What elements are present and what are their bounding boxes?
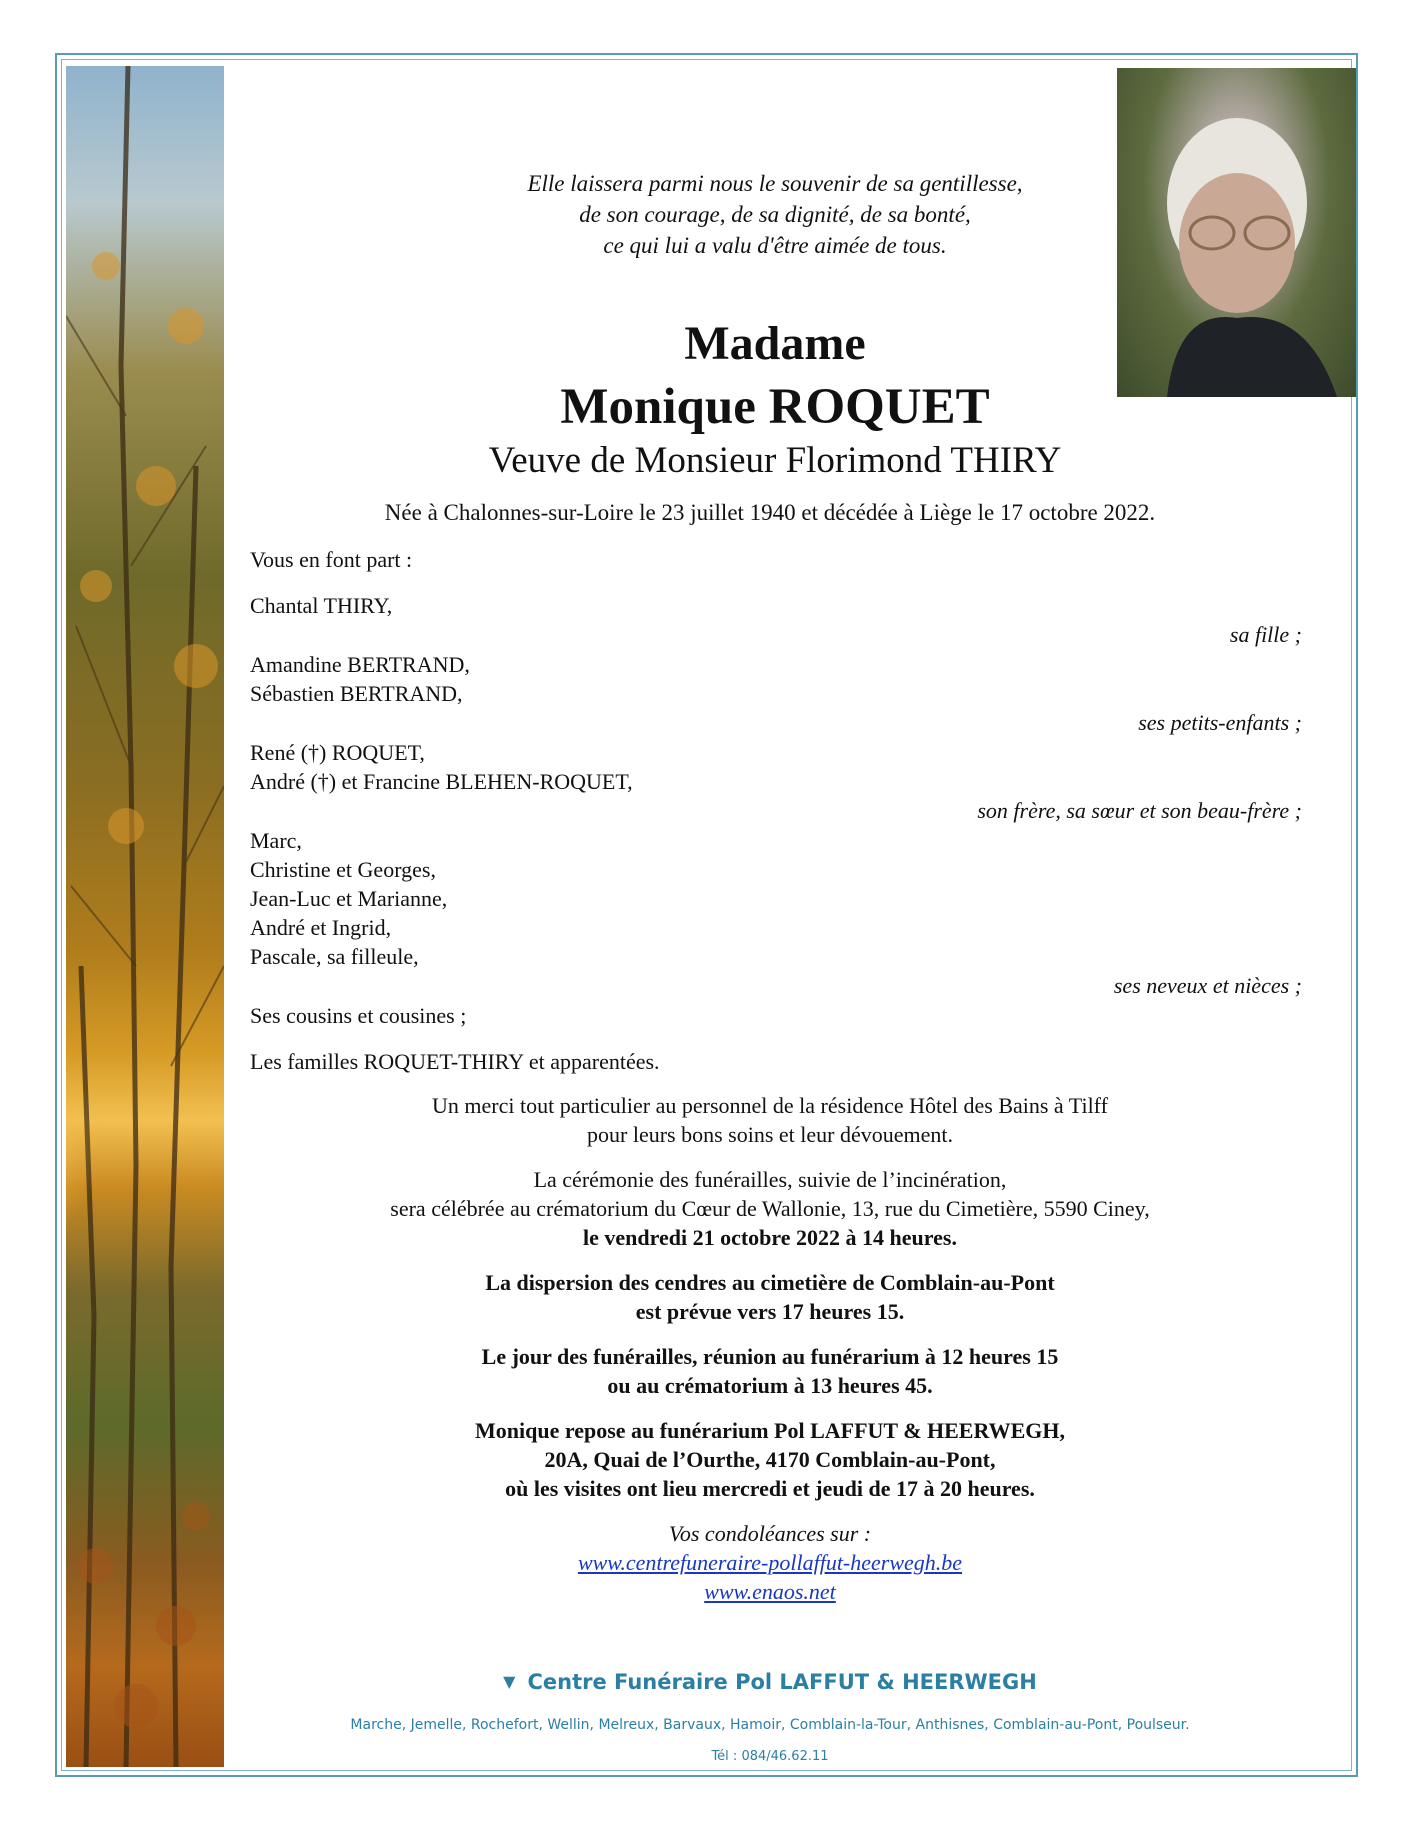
memorial-quote [420, 168, 1130, 261]
ceremony-date: le vendredi 21 octobre 2022 à 14 heures. [583, 1225, 957, 1250]
rest-line: où les visites ont lieu mercredi et jeudi de 17 à 20 heures. [505, 1476, 1035, 1501]
rest-line: Monique repose au funérarium Pol LAFFUT & HEERWEGH, [475, 1418, 1065, 1443]
rest-line: 20A, Quai de l’Ourthe, 4170 Comblain-au-Pont, [544, 1447, 996, 1472]
family-name: Christine et Georges, [250, 857, 436, 882]
ceremony-line: sera célébrée au crématorium du Cœur de Wallonie, 13, rue du Cimetière, 5590 Ciney, [390, 1196, 1150, 1221]
quote-line: Elle laissera parmi nous le souvenir de sa gentillesse, [527, 171, 1023, 196]
family-name: Amandine BERTRAND, [250, 652, 470, 677]
family-relation: ses petits-enfants ; [1138, 710, 1302, 735]
family-relation: son frère, sa sœur et son beau-frère ; [977, 798, 1302, 823]
funeral-center-name [250, 1668, 1290, 1698]
honorific: Madame [684, 317, 866, 370]
deceased-name: Monique ROQUET [560, 379, 990, 435]
funeral-center-label: Centre Funéraire Pol LAFFUT & HEERWEGH [527, 1670, 1037, 1694]
autumn-tree-photo [66, 66, 224, 1767]
family-name: Sébastien BERTRAND, [250, 681, 463, 706]
family-relation: ses neveux et nièces ; [1113, 973, 1302, 998]
thanks-line: pour leurs bons soins et leur dévouement. [587, 1122, 953, 1147]
ceremony-line: La cérémonie des funérailles, suivie de l’incinération, [533, 1167, 1007, 1192]
triangle-down-icon: ▼ [503, 1672, 516, 1691]
funeral-center-tel: Tél : 084/46.62.11 [711, 1749, 829, 1764]
funeral-center-link[interactable]: www.centrefuneraire-pollaffut-heerwegh.be [577, 1550, 963, 1575]
quote-line: de son courage, de sa dignité, de sa bonté, [579, 202, 971, 227]
meeting-line: Le jour des funérailles, réunion au funérarium à 12 heures 15 [481, 1344, 1059, 1369]
family-relation: sa fille ; [1229, 622, 1302, 647]
family-name: Marc, [250, 828, 302, 853]
family-name: Chantal THIRY, [250, 593, 393, 618]
quote-line: ce qui lui a valu d'être aimée de tous. [603, 233, 947, 258]
dispersion-line: est prévue vers 17 heures 15. [635, 1299, 905, 1324]
families-line: Les familles ROQUET-THIRY et apparentées. [250, 1049, 660, 1074]
dispersion-line: La dispersion des cendres au cimetière de Comblain-au-Pont [485, 1270, 1055, 1295]
birth-death-line: Née à Chalonnes-sur-Loire le 23 juillet 1940 et décédée à Liège le 17 octobre 2022. [384, 500, 1156, 525]
thanks-line: Un merci tout particulier au personnel de la résidence Hôtel des Bains à Tilff [432, 1093, 1108, 1118]
condolences-label: Vos condoléances sur : [668, 1521, 872, 1546]
meeting-line: ou au crématorium à 13 heures 45. [607, 1373, 933, 1398]
family-name: Pascale, sa filleule, [250, 944, 419, 969]
family-name: Jean-Luc et Marianne, [250, 886, 448, 911]
funeral-center-places: Marche, Jemelle, Rochefort, Wellin, Melreux, Barvaux, Hamoir, Comblain-la-Tour, Anthisnes, Comblain-au-Pont, Poulseur. [350, 1717, 1190, 1733]
family-name: René (†) ROQUET, [250, 740, 425, 765]
intro-text: Vous en font part : [250, 547, 413, 572]
cousins-line: Ses cousins et cousines ; [250, 1003, 467, 1028]
widow-line: Veuve de Monsieur Florimond THIRY [488, 440, 1062, 481]
family-name: André (†) et Francine BLEHEN-ROQUET, [250, 769, 633, 794]
enaos-link[interactable]: www.enaos.net [704, 1579, 836, 1604]
family-name: André et Ingrid, [250, 915, 392, 940]
